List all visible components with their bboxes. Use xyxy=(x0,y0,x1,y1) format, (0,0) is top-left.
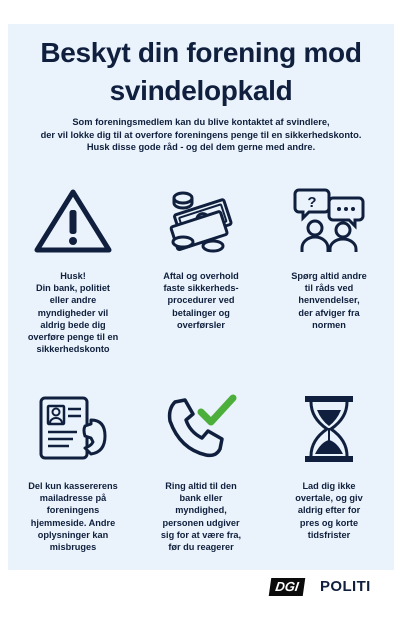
tip-line: henvendelser, xyxy=(298,295,360,306)
dgi-logo: DGI xyxy=(269,578,306,596)
tip-line: faste sikkerheds- xyxy=(163,283,239,294)
tip-line: foreningens xyxy=(46,505,100,516)
tip-line: eller andre xyxy=(49,295,97,306)
intro-line-1: Som foreningsmedlem kan du blive kontaktet af svindlere, xyxy=(72,117,330,127)
tip-procedures-text xyxy=(141,270,261,331)
money-coins-icon xyxy=(161,186,241,256)
tip-line: mailadresse på xyxy=(39,493,107,504)
tip-line: hjemmeside. Andre xyxy=(30,517,116,528)
title-line-1: Beskyt din forening mod xyxy=(40,37,362,68)
politi-logo: POLITI xyxy=(320,578,371,595)
tip-line: Husk! xyxy=(60,271,86,281)
tip-line: aldrig efter for xyxy=(297,505,361,516)
contact-card-phone-icon xyxy=(33,394,113,464)
tip-line: aldrig bede dig xyxy=(40,319,106,330)
warning-triangle-icon xyxy=(33,186,113,256)
title-line-2: svindelopkald xyxy=(109,75,293,106)
page-title xyxy=(8,34,394,110)
intro-line-3: Husk disse gode råd - og del dem gerne med andre. xyxy=(86,142,316,152)
tip-line: Spørg altid andre xyxy=(291,271,367,281)
svg-text:?: ? xyxy=(307,194,317,211)
tip-line: sikkerhedskonto xyxy=(36,344,110,355)
tip-line: myndigheder vil xyxy=(37,307,109,318)
tip-contact-info-text xyxy=(13,480,133,553)
tip-line: der afviger fra xyxy=(298,307,360,318)
tip-line: misbruges xyxy=(49,542,97,553)
tip-line: pres og korte xyxy=(299,517,359,528)
tip-line: myndighed, xyxy=(175,505,227,516)
tip-line: Din bank, politiet xyxy=(35,283,110,294)
tip-line: overtale, og giv xyxy=(295,493,363,504)
intro-line-2: der vil lokke dig til at overfore foreningens penge til en sikkerhedskonto. xyxy=(40,129,362,140)
tip-line: Aftal og overhold xyxy=(163,271,239,281)
tip-ask-others-text xyxy=(269,270,389,331)
tip-call-bank-text xyxy=(141,480,261,553)
tip-line: Ring altid til den xyxy=(165,481,237,491)
logo-bar xyxy=(0,578,400,600)
tip-line: overførsler xyxy=(176,319,225,330)
tip-line: procedurer ved xyxy=(167,295,235,306)
poster xyxy=(8,24,394,570)
tip-line: tidsfrister xyxy=(307,529,351,540)
phone-checkmark-icon xyxy=(161,394,241,464)
tip-line: oplysninger kan xyxy=(37,529,109,540)
tip-line: Lad dig ikke xyxy=(302,481,356,491)
tip-no-pressure-text xyxy=(269,480,389,541)
people-speech-bubbles-icon xyxy=(289,186,369,256)
hourglass-icon xyxy=(289,394,369,464)
tip-line: før du reagerer xyxy=(168,542,234,553)
tip-line: sig for at være fra, xyxy=(160,529,242,540)
tip-line: til råds ved xyxy=(304,283,354,294)
intro-text xyxy=(18,116,384,154)
tip-line: betalinger og xyxy=(172,307,230,318)
tip-line: Del kun kassererens xyxy=(28,481,118,491)
tip-line: normen xyxy=(312,319,346,330)
tip-line: overføre penge til en xyxy=(27,332,119,343)
tip-line: personen udgiver xyxy=(162,517,240,528)
tip-line: bank eller xyxy=(179,493,223,504)
tip-warning-text xyxy=(13,270,133,355)
